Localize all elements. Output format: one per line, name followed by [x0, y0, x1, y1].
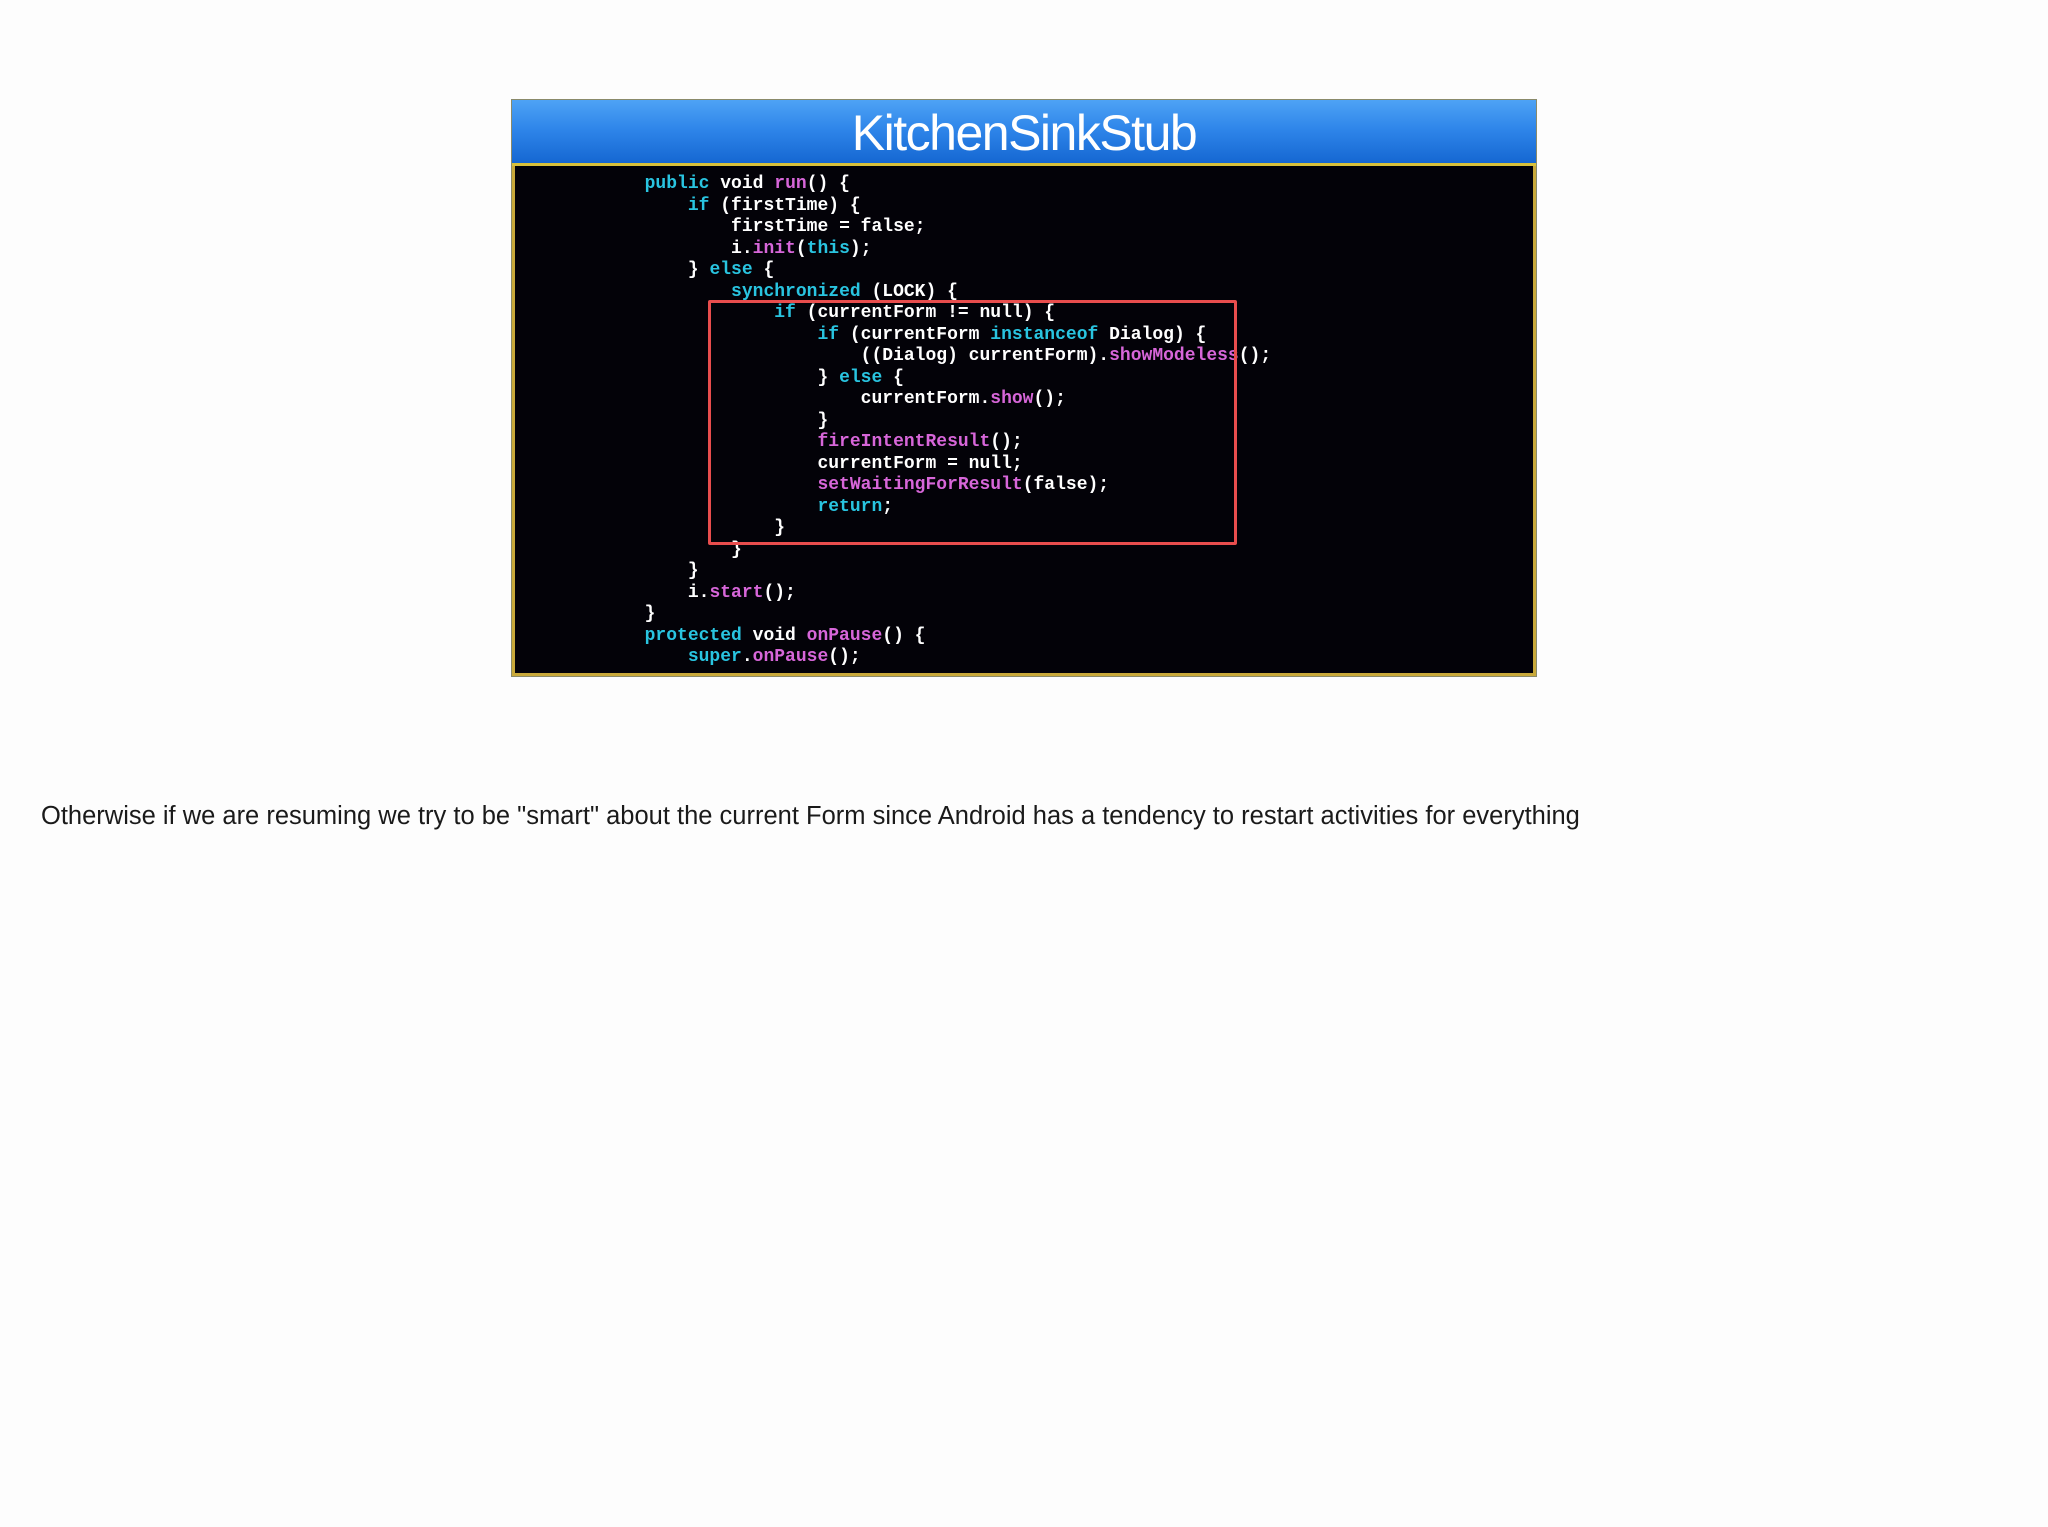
- code-line: [515, 497, 1271, 519]
- code-indent: [515, 217, 731, 237]
- code-indent: [515, 239, 731, 259]
- code-line: [515, 604, 1271, 626]
- code-token: onPause: [806, 625, 883, 646]
- code-token: currentForm = null;: [817, 453, 1023, 474]
- code-token: (firstTime) {: [709, 195, 861, 216]
- code-line: [515, 411, 1271, 433]
- code-token: () {: [882, 625, 926, 646]
- code-indent: [515, 518, 774, 538]
- code-indent: [515, 260, 688, 280]
- code-line: [515, 260, 1271, 282]
- code-token: (: [795, 238, 807, 259]
- code-line: [515, 647, 1271, 669]
- code-block: [512, 166, 1536, 676]
- code-token: i.: [731, 238, 753, 259]
- code-token: this: [806, 238, 850, 259]
- code-token: }: [774, 518, 786, 538]
- code-line: [515, 583, 1271, 605]
- code-token: ;: [882, 496, 894, 517]
- code-indent: [515, 174, 645, 194]
- code-indent: [515, 411, 817, 431]
- code-token: ();: [1033, 389, 1066, 409]
- code-token: (LOCK) {: [860, 281, 958, 302]
- code-token: [763, 174, 774, 194]
- code-token: setWaitingForResult: [817, 475, 1023, 495]
- code-line: [515, 174, 1271, 196]
- code-token: }: [687, 561, 699, 581]
- code-line: [515, 196, 1271, 218]
- code-token: return: [817, 496, 883, 517]
- code-token: void: [720, 174, 764, 194]
- code-indent: [515, 389, 861, 409]
- code-indent: [515, 647, 688, 667]
- code-line: [515, 303, 1271, 325]
- code-token: .: [741, 647, 753, 667]
- code-token: }: [817, 410, 829, 431]
- code-token: synchronized: [731, 281, 861, 302]
- code-token: ();: [763, 582, 796, 603]
- code-indent: [515, 583, 688, 603]
- code-token: {: [882, 367, 904, 388]
- code-token: );: [849, 238, 872, 259]
- code-lines: [515, 174, 1271, 669]
- code-indent: [515, 368, 817, 388]
- code-token: onPause: [752, 647, 829, 667]
- code-token: [709, 174, 720, 194]
- code-indent: [515, 497, 817, 517]
- code-token: showModeless: [1109, 346, 1239, 366]
- code-token: }: [687, 260, 710, 280]
- code-token: }: [644, 604, 656, 624]
- code-line: [515, 239, 1271, 261]
- code-token: fireIntentResult: [817, 432, 991, 452]
- code-line: [515, 432, 1271, 454]
- code-token: firstTime = false;: [731, 217, 926, 237]
- code-token: instanceof: [990, 324, 1099, 345]
- code-token: (currentForm: [839, 324, 991, 345]
- code-indent: [515, 196, 688, 216]
- code-line: [515, 561, 1271, 583]
- code-indent: [515, 561, 688, 581]
- code-token: ();: [990, 432, 1023, 452]
- code-indent: [515, 626, 645, 646]
- code-token: if: [687, 195, 710, 216]
- code-line: [515, 217, 1271, 239]
- code-line: [515, 540, 1271, 562]
- code-line: [515, 346, 1271, 368]
- code-indent: [515, 325, 817, 345]
- code-token: protected: [644, 625, 742, 646]
- code-token: super: [687, 647, 742, 667]
- code-indent: [515, 475, 817, 495]
- code-line: [515, 282, 1271, 304]
- code-line: [515, 325, 1271, 347]
- code-indent: [515, 303, 774, 323]
- code-token: void: [741, 625, 807, 646]
- code-indent: [515, 604, 645, 624]
- code-token: currentForm.: [860, 389, 991, 409]
- code-token: show: [990, 389, 1034, 409]
- code-token: else: [839, 367, 883, 388]
- code-line: [515, 475, 1271, 497]
- code-token: if: [817, 324, 840, 345]
- code-line: [515, 626, 1271, 648]
- code-indent: [515, 454, 817, 474]
- slide: [511, 99, 1537, 677]
- slide-title-bar: [512, 100, 1536, 166]
- code-token: init: [752, 238, 796, 259]
- code-line: [515, 389, 1271, 411]
- code-token: {: [752, 260, 775, 280]
- code-token: (false);: [1022, 475, 1110, 495]
- code-token: ((Dialog) currentForm).: [860, 346, 1110, 366]
- code-indent: [515, 432, 817, 452]
- slide-caption: Otherwise if we are resuming we try to be "smart" about the current Form since Android has a tendency to restart activities for everything: [41, 802, 1580, 830]
- code-token: else: [709, 260, 753, 280]
- code-token: (currentForm != null) {: [795, 303, 1056, 323]
- code-token: ();: [828, 647, 861, 667]
- code-token: ();: [1238, 346, 1272, 366]
- code-token: run: [774, 174, 807, 194]
- code-token: Dialog) {: [1098, 324, 1207, 345]
- code-token: i.: [687, 582, 710, 603]
- code-token: public: [644, 174, 710, 194]
- code-token: start: [709, 582, 764, 603]
- code-indent: [515, 346, 861, 366]
- code-token: }: [731, 539, 742, 560]
- slide-title: KitchenSinkStub: [851, 104, 1197, 161]
- code-token: }: [817, 367, 840, 388]
- code-token: if: [774, 303, 796, 323]
- code-token: () {: [806, 174, 850, 194]
- code-indent: [515, 282, 731, 302]
- code-indent: [515, 540, 731, 560]
- code-line: [515, 518, 1271, 540]
- code-line: [515, 454, 1271, 476]
- code-line: [515, 368, 1271, 390]
